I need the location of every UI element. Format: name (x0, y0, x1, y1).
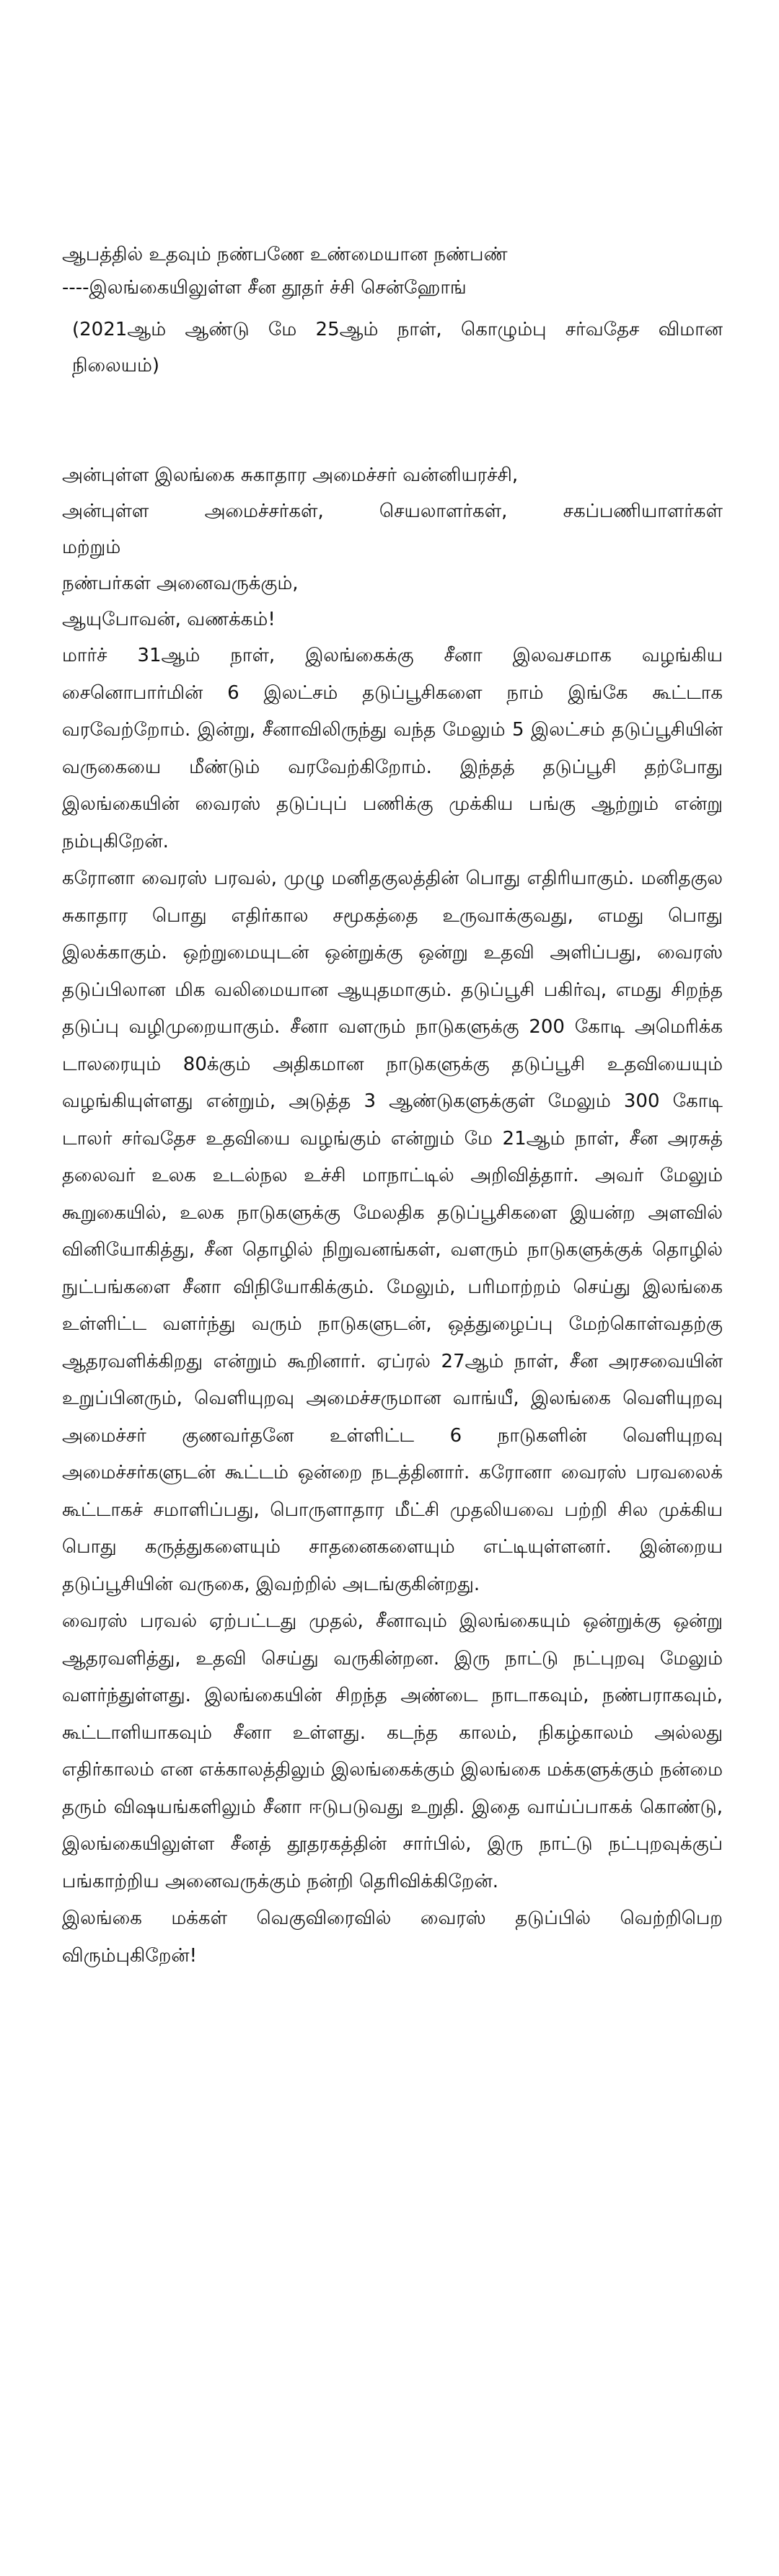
body-paragraph: கரோனா வைரஸ் பரவல், முழு மனிதகுலத்தின் பொது எதிரியாகும். மனிதகுல சுகாதார பொது எதிர்கால சமூகத்தை உருவாக்குவது, எமது பொது இலக்காகும். ஒற்றுமையுடன் ஒன்றுக்கு ஒன்று உதவி அளிப்பது, வைரஸ் தடுப்பிலான மிக வலிமையான ஆயுதமாகும். தடுப்பூசி பகிர்வு, எமது சிறந்த தடுப்பு வழிமுறையாகும். சீனா வளரும் நாடுகளுக்கு 200 கோடி அமெரிக்க டாலரையும் 80க்கும் அதிகமான நாடுகளுக்கு தடுப்பூசி உதவியையும் வழங்கியுள்ளது என்றும், அடுத்த 3 ஆண்டுகளுக்குள் மேலும் 300 கோடி டாலர் சர்வதேச உதவியை வழங்கும் என்றும் மே 21ஆம் நாள், சீன அரசுத் தலைவர் உலக உடல்நல உச்சி மாநாட்டில் அறிவித்தார். அவர் மேலும் கூறுகையில், உலக நாடுகளுக்கு மேலதிக தடுப்பூசிகளை இயன்ற அளவில் வினியோகித்து, சீன தொழில் நிறுவனங்கள், வளரும் நாடுகளுக்குக் தொழில் நுட்பங்களை சீனா விநியோகிக்கும். மேலும், பரிமாற்றம் செய்து இலங்கை உள்ளிட்ட வளர்ந்து வரும் நாடுகளுடன், ஒத்துழைப்பு மேற்கொள்வதற்கு ஆதரவளிக்கிறது என்றும் கூறினார். ஏப்ரல் 27ஆம் நாள், சீன அரசவையின் உறுப்பினரும், வெளியுறவு அமைச்சருமான வாங்யீ, இலங்கை வெளியுறவு அமைச்சர் குணவர்தனே உள்ளிட்ட 6 நாடுகளின் வெளியுறவு அமைச்சர்களுடன் கூட்டம் ஒன்றை நடத்தினார். கரோனா வைரஸ் பரவலைக் கூட்டாகச் சமாளிப்பது, பொருளாதார மீட்சி முதலியவை பற்றி சில முக்கிய பொது கருத்துகளையும் சாதனைகளையும் எட்டியுள்ளனர். இன்றைய தடுப்பூசியின் வருகை, இவற்றில் அடங்குகின்றது. (62, 868, 723, 1595)
body-paragraph: வைரஸ் பரவல் ஏற்பட்டது முதல், சீனாவும் இலங்கையும் ஒன்றுக்கு ஒன்று ஆதரவளித்து, உதவி செய்து வருகின்றன. இரு நாட்டு நட்புறவு மேலும் வளர்ந்துள்ளது. இலங்கையின் சிறந்த அண்டை நாடாகவும், நண்பராகவும், கூட்டாளியாகவும் சீனா உள்ளது. கடந்த காலம், நிகழ்காலம் அல்லது எதிர்காலம் என எக்காலத்திலும் இலங்கைக்கும் இலங்கை மக்களுக்கும் நன்மை தரும் விஷயங்களிலும் சீனா ஈடுபடுவது உறுதி. இதை வாய்ப்பாகக் கொண்டு, இலங்கையிலுள்ள சீனத் தூதரகத்தின் சார்பில், இரு நாட்டு நட்புறவுக்குப் பங்காற்றிய அனைவருக்கும் நன்றி தெரிவிக்கிறேன். (62, 1610, 723, 1892)
date-location-line: (2021ஆம் ஆண்டு மே 25ஆம் நாள், கொழும்பு சர்வதேச விமான நிலையம்) (72, 319, 723, 376)
salutation-line: மற்றும் (62, 537, 121, 558)
salutation-block (62, 457, 723, 638)
greeting-line: ஆயுபோவன், வணக்கம்! (62, 609, 276, 630)
document-title: ஆபத்தில் உதவும் நண்பணே உண்மையான நண்பண் (62, 244, 508, 265)
salutation-line: நண்பர்கள் அனைவருக்கும், (62, 573, 299, 594)
closing-paragraph: இலங்கை மக்கள் வெகுவிரைவில் வைரஸ் தடுப்பில் வெற்றிபெற விரும்புகிறேன்! (62, 1907, 723, 1967)
salutation-line: அன்புள்ள இலங்கை சுகாதார அமைச்சர் வன்னியரச்சி, (62, 464, 519, 486)
salutation-line: அன்புள்ள அமைச்சர்கள், செயலாளர்கள், சகப்பணியாளர்கள் (62, 500, 723, 522)
body-paragraph: மார்ச் 31ஆம் நாள், இலங்கைக்கு சீனா இலவசமாக வழங்கிய சைனொபார்மின் 6 இலட்சம் தடுப்பூசிகளை நாம் இங்கே கூட்டாக வரவேற்றோம். இன்று, சீனாவிலிருந்து வந்த மேலும் 5 இலட்சம் தடுப்பூசியின் வருகையை மீண்டும் வரவேற்கிறோம். இந்தத் தடுப்பூசி தற்போது இலங்கையின் வைரஸ் தடுப்புப் பணிக்கு முக்கிய பங்கு ஆற்றும் என்று நம்புகிறேன். (62, 645, 723, 852)
document-byline: ----இலங்கையிலுள்ள சீன தூதர் ச்சி சென்ஹோங் (62, 277, 467, 299)
